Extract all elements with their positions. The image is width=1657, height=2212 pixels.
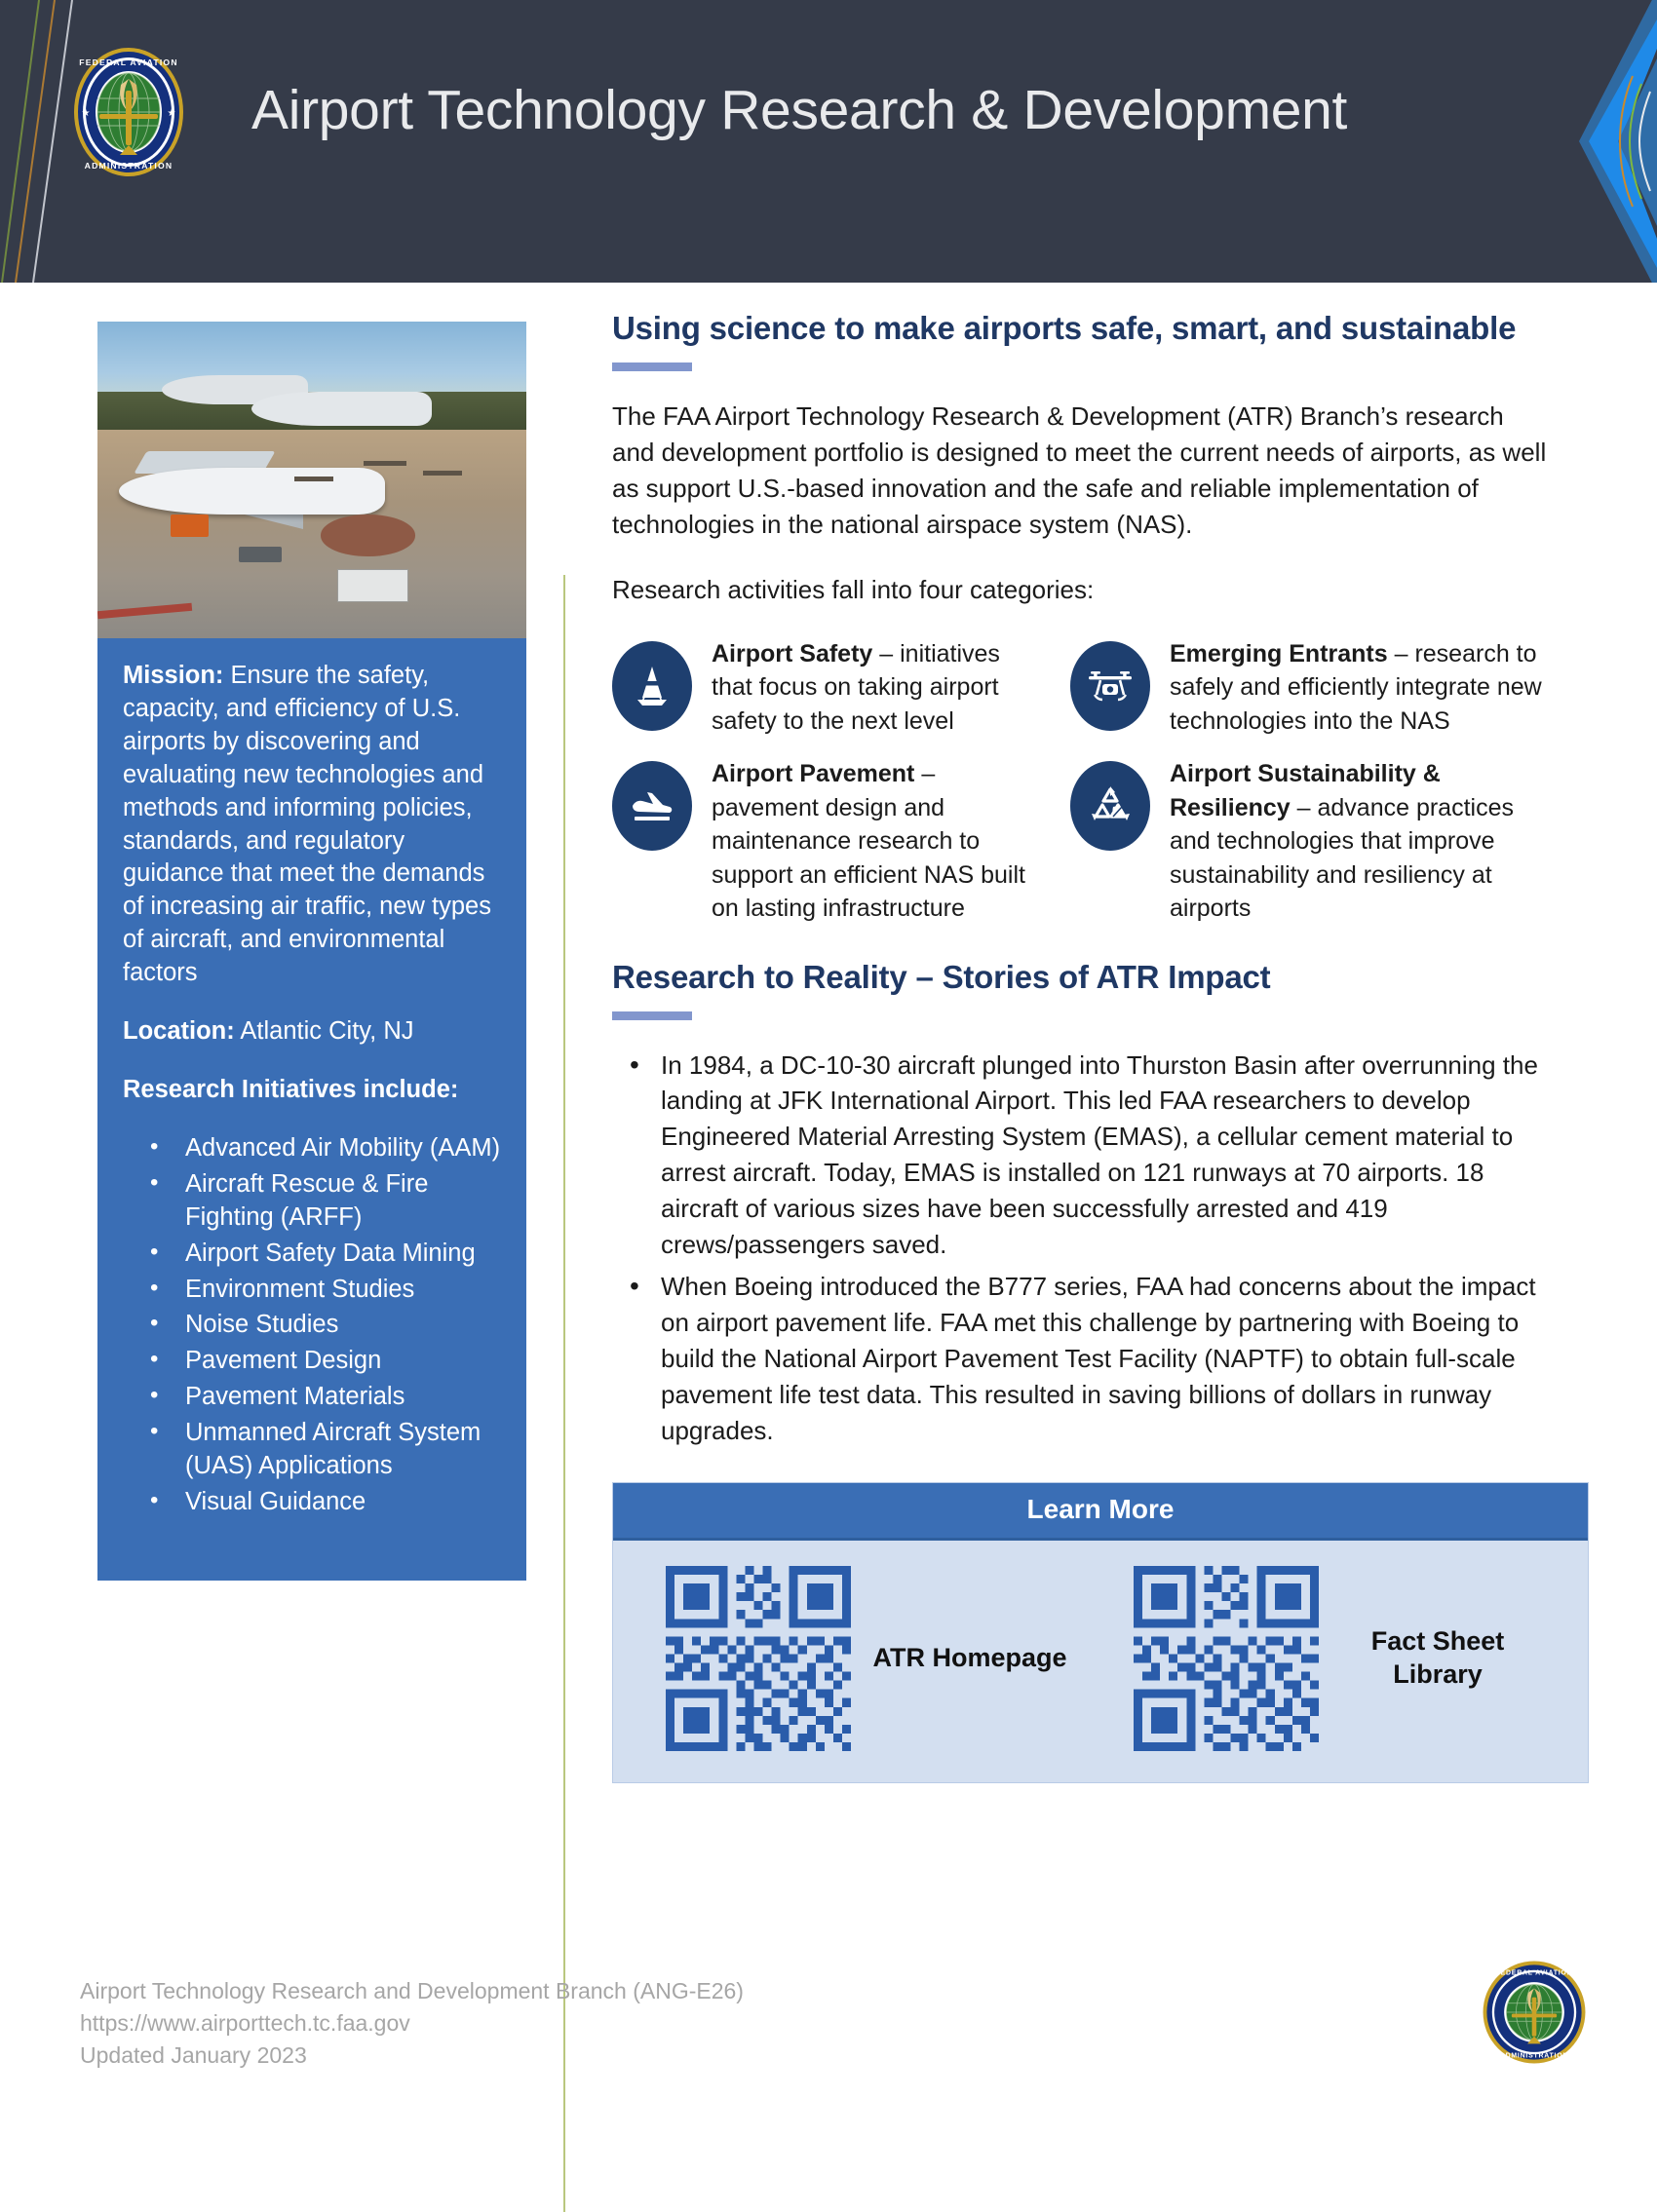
sidebar-panel [97, 638, 526, 1581]
initiatives-heading: Research Initiatives include: [123, 1075, 459, 1103]
qr-label: ATR Homepage [872, 1642, 1067, 1672]
list-item: • Airport Safety Data Mining [158, 1238, 501, 1271]
mission-text: Ensure the safety, capacity, and efficiency of U.S. airports by discovering and evaluating new technologies and methods and informing policies, standards, and regulatory guidance that meet the demands of increasing air traffic, new types of aircraft, and environmental factors [123, 662, 491, 987]
footer-text-block [80, 1975, 744, 2072]
category-airport-safety [612, 635, 1041, 739]
learn-more-heading: Learn More [613, 1483, 1588, 1541]
category-title: Emerging Entrants [1170, 639, 1388, 667]
page-body [0, 283, 1657, 2133]
qr-entry-atr-homepage[interactable] [666, 1566, 1067, 1751]
sidebar-photo [97, 322, 526, 638]
category-emerging-entrants [1070, 635, 1548, 739]
list-item: • In 1984, a DC-10-30 aircraft plunged into Thurston Basin after overrunning the landing at JFK International Airport. This led FAA researchers to develop Engineered Material Arresting System (EMAS), a cellular cement material to arrest aircraft. Today, EMAS is installed on 121 runways at 70 airports. 18 aircraft of various sizes have been successfully arrested and 419 crews/passengers saved. [645, 1048, 1548, 1263]
svg-text:★: ★ [167, 108, 176, 119]
sidebar [97, 322, 526, 1581]
list-item: • Environment Studies [158, 1274, 501, 1307]
section-rule [612, 1011, 692, 1020]
category-airport-pavement [612, 755, 1041, 926]
location-label: Location: [123, 1017, 235, 1046]
category-body: – initiatives that focus on taking airport safety to the next level [712, 639, 1000, 735]
svg-text:FEDERAL AVIATION: FEDERAL AVIATION [79, 57, 178, 67]
list-item: • Advanced Air Mobility (AAM) [158, 1132, 501, 1165]
faa-seal-icon [1482, 1960, 1587, 2065]
category-body: – research to safely and efficiently integrate new technologies into the NAS [1170, 639, 1542, 735]
category-text [712, 755, 1041, 926]
drone-icon [1070, 641, 1150, 731]
category-text [1170, 635, 1548, 739]
mission-paragraph [123, 660, 501, 990]
list-item: • Noise Studies [158, 1309, 501, 1342]
svg-text:ADMINISTRATION: ADMINISTRATION [84, 161, 173, 171]
category-text [1170, 755, 1548, 926]
categories-lead: Research activities fall into four categories: [612, 574, 1095, 604]
categories-grid [612, 635, 1548, 926]
qr-code-atr-homepage[interactable] [666, 1566, 851, 1751]
section-rule [612, 362, 692, 371]
location-paragraph [123, 1015, 501, 1049]
page-footer [0, 1948, 1657, 2133]
category-title: Airport Safety [712, 639, 873, 667]
category-title: Airport Sustainability & Resiliency [1170, 760, 1441, 821]
list-item: • Unmanned Aircraft System (UAS) Applications [158, 1417, 501, 1483]
faa-seal-icon [60, 44, 197, 180]
list-item: • Aircraft Rescue & Fire Fighting (ARFF) [158, 1168, 501, 1235]
list-item: • Pavement Design [158, 1345, 501, 1378]
footer-url[interactable]: https://www.airporttech.tc.faa.gov [80, 2009, 410, 2036]
footer-updated: Updated January 2023 [80, 2041, 307, 2068]
header-chevron-decoration [1433, 0, 1657, 283]
category-body: – advance practices and technologies that improve sustainability and resiliency at airports [1170, 793, 1514, 923]
location-text: Atlantic City, NJ [234, 1017, 414, 1046]
section-title-research-to-reality: Research to Reality – Stories of ATR Impact [612, 958, 1271, 995]
category-title: Airport Pavement [712, 760, 915, 788]
stories-list [612, 1048, 1548, 1449]
category-airport-sustainability [1070, 755, 1548, 926]
svg-text:FEDERAL AVIATION: FEDERAL AVIATION [1495, 1969, 1573, 1977]
category-body: – pavement design and maintenance research to support an efficient NAS built on lasting infrastructure [712, 760, 1025, 923]
page-title: Airport Technology Research & Development [251, 79, 1348, 141]
main-content [612, 310, 1548, 1783]
svg-text:ADMINISTRATION: ADMINISTRATION [1499, 2052, 1569, 2060]
research-to-reality-section [612, 959, 1548, 1449]
recycle-leaf-icon [1070, 761, 1150, 851]
qr-label: Fact Sheet Library [1370, 1625, 1505, 1689]
airplane-landing-icon [612, 761, 692, 851]
learn-more-body [613, 1541, 1588, 1782]
list-item: • When Boeing introduced the B777 series, FAA had concerns about the impact on airport pavement life. FAA met this challenge by partnering with Boeing to build the National Airport Pavement Test Facility (NAPTF) to obtain full-scale pavement life test data. This resulted in saving billions of dollars in runway upgrades. [645, 1269, 1548, 1449]
traffic-cone-icon [612, 641, 692, 731]
initiatives-list [123, 1132, 501, 1519]
list-item: • Visual Guidance [158, 1486, 501, 1519]
category-text [712, 635, 1041, 739]
qr-entry-fact-sheet-library[interactable] [1134, 1566, 1535, 1751]
list-item: • Pavement Materials [158, 1381, 501, 1414]
qr-code-fact-sheet-library[interactable] [1134, 1566, 1319, 1751]
section-title-using-science: Using science to make airports safe, smart, and sustainable [612, 310, 1517, 346]
svg-text:★: ★ [81, 108, 91, 119]
mission-label: Mission: [123, 662, 224, 689]
learn-more-box [612, 1482, 1589, 1783]
intro-paragraph: The FAA Airport Technology Research & Development (ATR) Branch’s research and development portfolio is designed to meet the current needs of airports, as well as support U.S.-based innovation and the safe and reliable implementation of technologies in the national airspace system (NAS). [612, 401, 1547, 539]
page-header [0, 0, 1657, 283]
footer-branch: Airport Technology Research and Development Branch (ANG-E26) [80, 1978, 744, 2003]
